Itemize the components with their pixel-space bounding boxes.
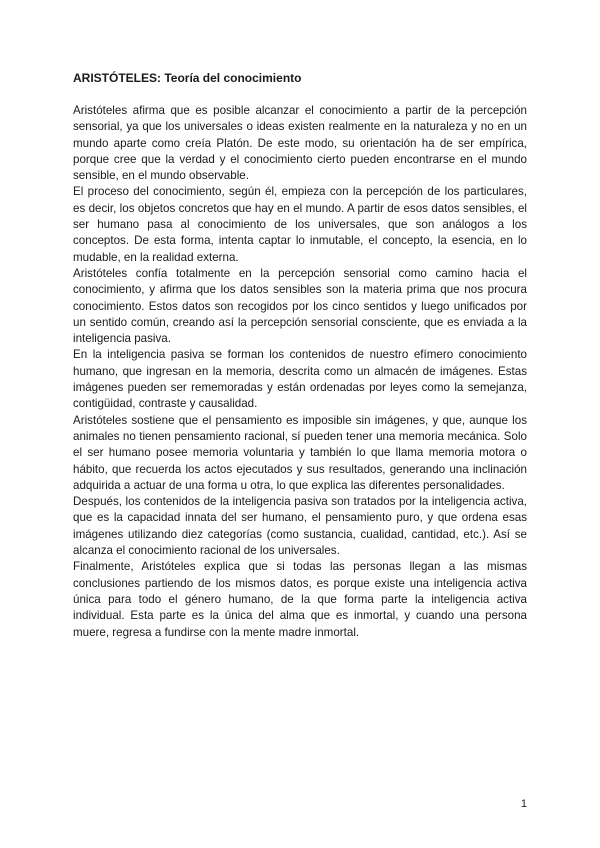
paragraph: Después, los contenidos de la inteligencia pasiva son tratados por la inteligencia activa, que es la capacidad innata del ser humano, el pensamiento puro, y que ordena esas imágenes utilizando diez categorías (como sustancia, cualidad, cantidad, etc.). Así se alcanza el conocimiento racional de los universales. <box>73 495 527 558</box>
paragraph: Aristóteles sostiene que el pensamiento es imposible sin imágenes, y que, aunque los animales no tienen pensamiento racional, sí pueden tener una memoria mecánica. Solo el ser humano posee memoria voluntaria y también lo que llama memoria motora o hábito, que recuerda los actos ejecutados y sus resultados, generando una inclinación adquirida a actuar de una forma u otra, lo que explica las diferentes personalidades. <box>73 413 527 492</box>
document-body <box>73 103 527 641</box>
page-number: 1 <box>520 798 527 810</box>
paragraph: Aristóteles afirma que es posible alcanzar el conocimiento a partir de la percepción sensorial, ya que los universales o ideas existen realmente en la naturaleza y no en un mundo aparte como creía Platón. De este modo, su orientación ha de ser empírica, porque cree que la verdad y el conocimiento cierto pueden encontrarse en el mundo sensible, en el mundo observable. <box>73 104 527 183</box>
document-title: ARISTÓTELES: Teoría del conocimiento <box>73 71 302 85</box>
paragraph: Aristóteles confía totalmente en la percepción sensorial como camino hacia el conocimiento, y afirma que los datos sensibles son la materia prima que nos procura conocimiento. Estos datos son recogidos por los cinco sentidos y luego unificados por un sentido común, creando así la percepción sensorial consciente, que es enviada a la inteligencia pasiva. <box>73 266 527 346</box>
paragraph: Finalmente, Aristóteles explica que si todas las personas llegan a las mismas conclusiones partiendo de los mismos datos, es porque existe una inteligencia activa única para todo el género humano, de la que forma parte la inteligencia activa individual. Esta parte es la única del alma que es inmortal, y cuando una persona muere, regresa a fundirse con la mente madre inmortal. <box>73 560 527 639</box>
paragraph: El proceso del conocimiento, según él, empieza con la percepción de los particulares, es decir, los objetos concretos que hay en el mundo. A partir de esos datos sensibles, el ser humano pasa al conocimiento de los universales, que son análogos a los conceptos. De esta forma, intenta captar lo inmutable, el concepto, la esencia, en lo mudable, en la realidad externa. <box>73 185 527 264</box>
paragraph: En la inteligencia pasiva se forman los contenidos de nuestro efímero conocimiento humano, que ingresan en la memoria, descrita como un almacén de imágenes. Estas imágenes pueden ser rememoradas y están ordenadas por leyes como la semejanza, contigüidad, contraste y causalidad. <box>73 348 527 411</box>
